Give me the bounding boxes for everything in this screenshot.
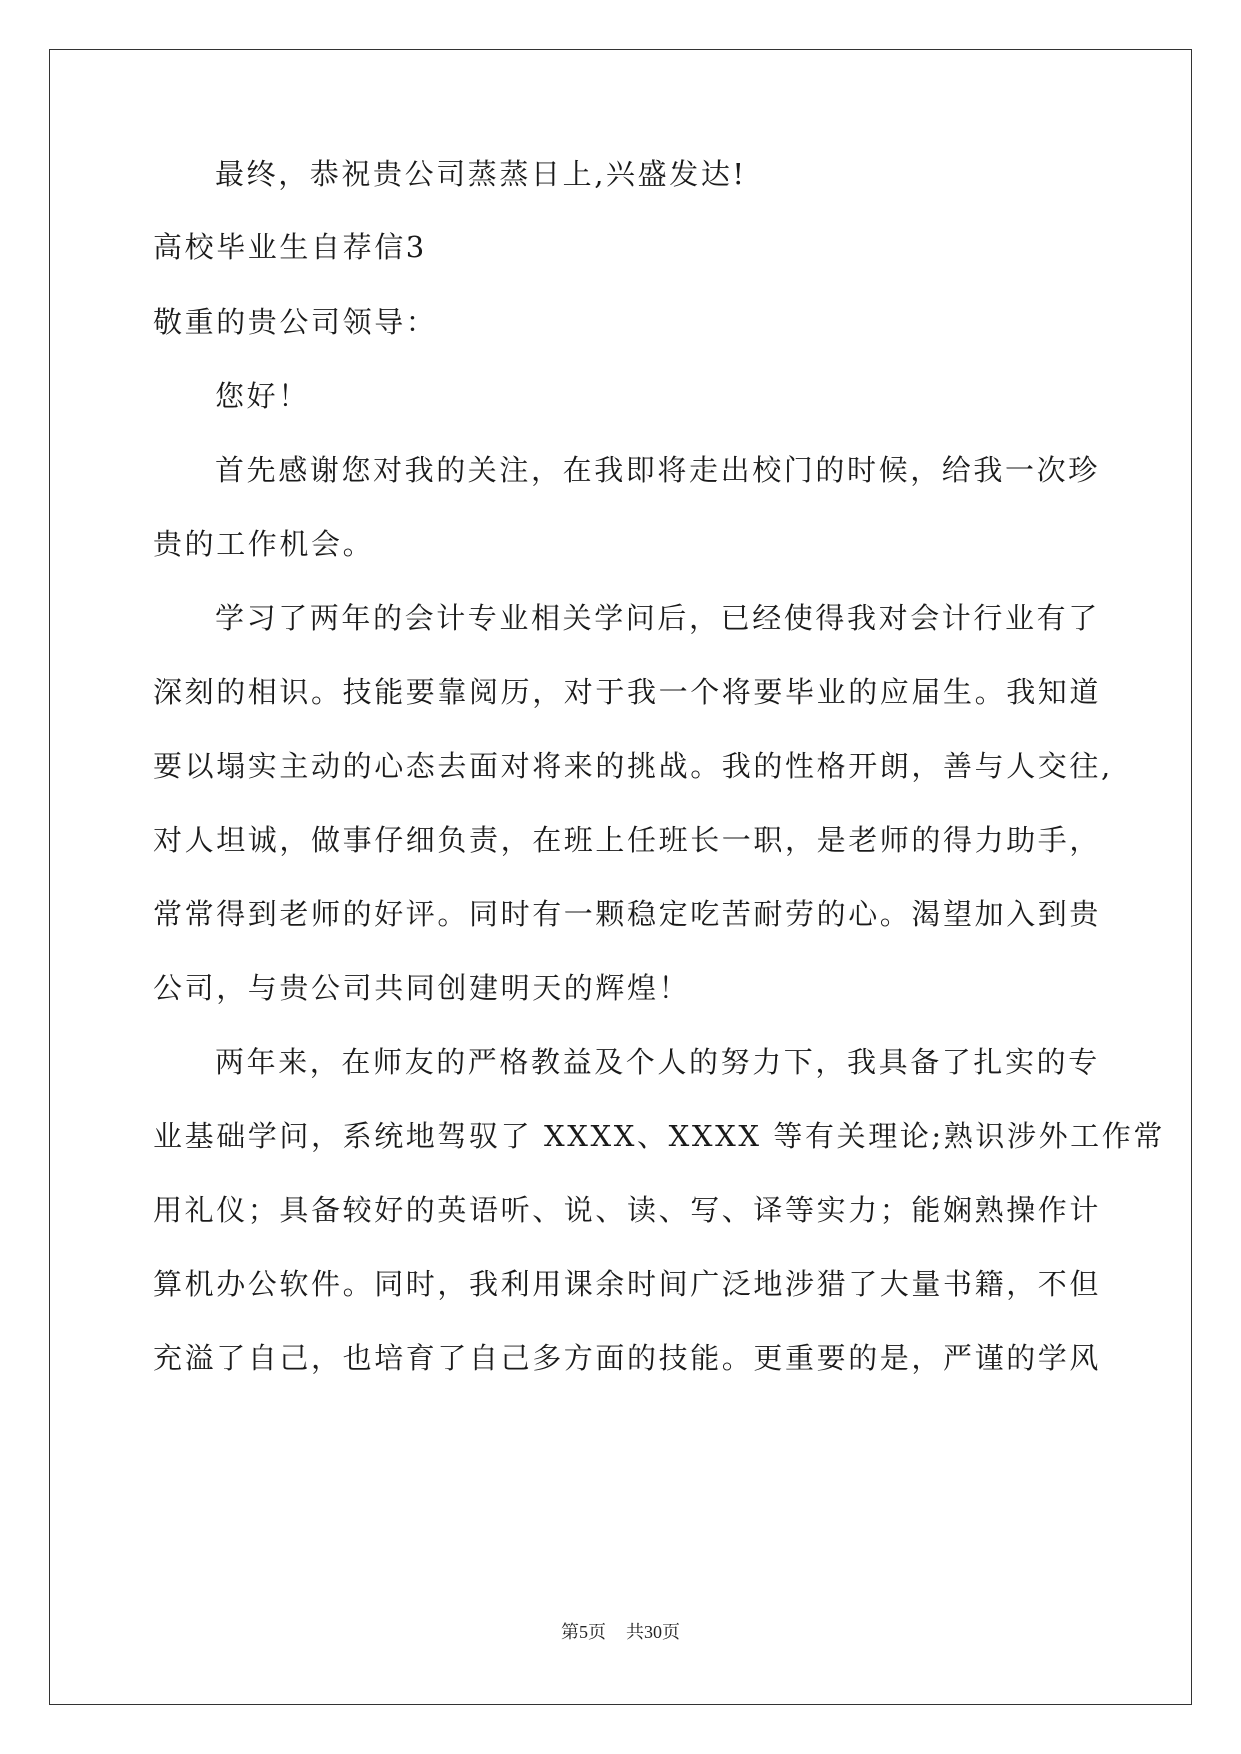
paragraph-line: 常常得到老师的好评。同时有一颗稳定吃苦耐劳的心。渴望加入到贵 [153, 897, 1102, 931]
page-border [49, 49, 1192, 1705]
closing-line: 最终，恭祝贵公司蒸蒸日上,兴盛发达! [215, 157, 747, 191]
paragraph-line: 用礼仪；具备较好的英语听、说、读、写、译等实力；能娴熟操作计 [153, 1193, 1102, 1227]
page-footer [0, 1618, 1241, 1644]
salutation: 敬重的贵公司领导： [153, 305, 438, 339]
letter-title: 高校毕业生自荐信3 [153, 230, 427, 264]
paragraph-line: 对人坦诚，做事仔细负责，在班上任班长一职，是老师的得力助手， [153, 823, 1102, 857]
paragraph-line: 深刻的相识。技能要靠阅历，对于我一个将要毕业的应届生。我知道 [153, 675, 1102, 709]
page-number: 第5页 [561, 1622, 606, 1642]
paragraph-line: 公司，与贵公司共同创建明天的辉煌！ [153, 971, 691, 1005]
paragraph-line: 算机办公软件。同时，我利用课余时间广泛地涉猎了大量书籍，不但 [153, 1267, 1102, 1301]
paragraph-line: 要以塌实主动的心态去面对将来的挑战。我的性格开朗，善与人交往, [153, 749, 1113, 783]
paragraph-line: 充溢了自己，也培育了自己多方面的技能。更重要的是，严谨的学风 [153, 1341, 1102, 1375]
paragraph-line: 学习了两年的会计专业相关学问后，已经使得我对会计行业有了 [215, 601, 1100, 635]
paragraph-line: 贵的工作机会。 [153, 527, 375, 561]
paragraph-line: 两年来，在师友的严格教益及个人的努力下，我具备了扎实的专 [215, 1045, 1100, 1079]
paragraph-line: 业基础学问，系统地驾驭了 XXXX、XXXX 等有关理论;熟识涉外工作常 [153, 1119, 1165, 1153]
paragraph-line: 首先感谢您对我的关注，在我即将走出校门的时候，给我一次珍 [215, 453, 1100, 487]
greeting: 您好！ [215, 379, 310, 413]
page-total: 共30页 [626, 1622, 680, 1642]
